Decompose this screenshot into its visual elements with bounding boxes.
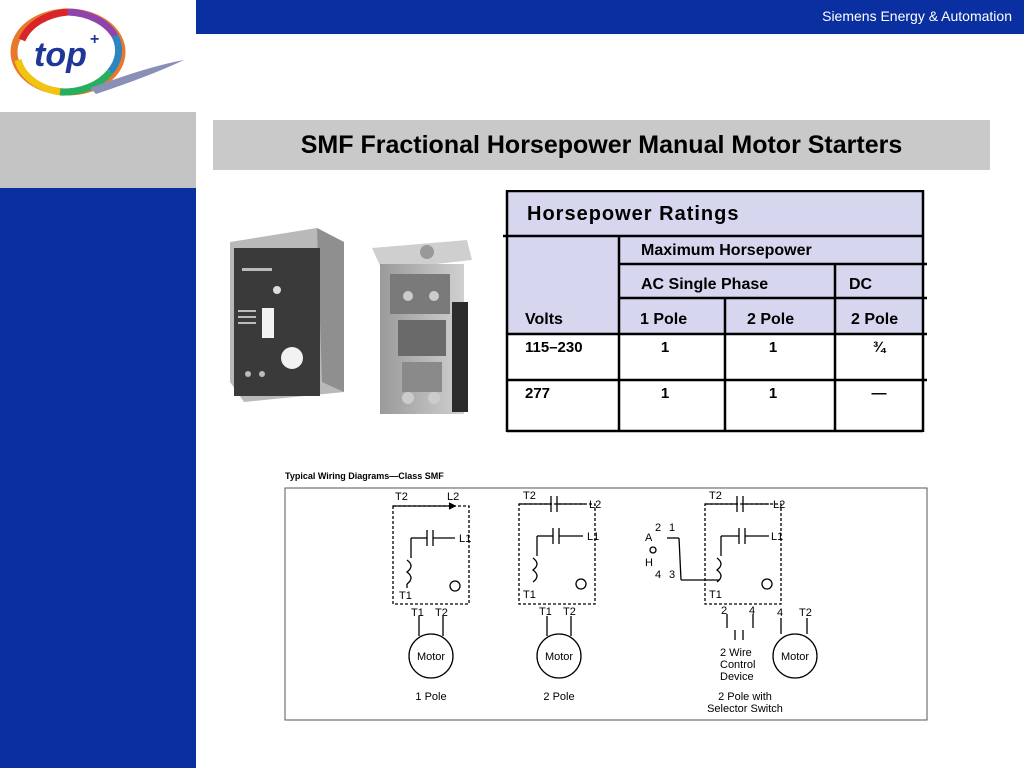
ac-2pole-header: 2 Pole <box>747 311 795 328</box>
company-name: Siemens Energy & Automation <box>822 8 1012 24</box>
d1-t1: T1 <box>399 590 412 602</box>
row-1-volts: 115–230 <box>525 339 583 356</box>
starter-product-photo <box>222 212 484 422</box>
ac-header: AC Single Phase <box>641 276 769 293</box>
d3-n2: 2 <box>655 522 662 534</box>
row-2-volts: 277 <box>525 385 551 402</box>
d1-motor: Motor <box>416 651 446 663</box>
dc-2pole-header: 2 Pole <box>851 311 899 328</box>
d2-term-t1: T1 <box>539 606 552 618</box>
d2-term-t2: T2 <box>563 606 576 618</box>
d3-motor-term4: 4 <box>777 607 784 619</box>
d3-l2: L2 <box>773 499 786 511</box>
dc-header: DC <box>849 276 873 293</box>
d3-n4: 4 <box>655 569 662 581</box>
row-1-ac1: 1 <box>660 339 670 356</box>
d2-caption: 2 Pole <box>543 691 575 703</box>
d2-l1: L1 <box>587 531 600 543</box>
d3-t2: T2 <box>709 490 722 502</box>
volts-header: Volts <box>525 311 563 328</box>
horsepower-ratings-table <box>503 190 927 434</box>
row-2-dc2: — <box>871 385 887 402</box>
title-box <box>213 120 990 170</box>
row-2-ac1: 1 <box>660 385 670 402</box>
logo-text: top <box>34 36 87 74</box>
row-1-ac2: 1 <box>768 339 778 356</box>
blue-sidebar <box>0 188 196 768</box>
ratings-title: Horsepower Ratings <box>527 203 740 225</box>
slide-title: SMF Fractional Horsepower Manual Motor Starters <box>300 130 903 159</box>
header-bar <box>196 0 1024 34</box>
d3-term2: 2 <box>721 605 728 617</box>
d2-t1: T1 <box>523 589 536 601</box>
d3-device-3: Device <box>720 671 754 683</box>
row-2-ac2: 1 <box>768 385 778 402</box>
gray-band <box>0 112 196 188</box>
max-hp-header: Maximum Horsepower <box>641 242 812 259</box>
d3-term4: 4 <box>749 605 756 617</box>
d3-h: H <box>645 557 653 569</box>
d3-caption-2: Selector Switch <box>707 703 783 715</box>
wiring-title: Typical Wiring Diagrams—Class SMF <box>285 471 444 481</box>
d3-l1: L1 <box>771 531 784 543</box>
d2-l2: L2 <box>589 499 602 511</box>
d1-l1: L1 <box>459 533 472 545</box>
d1-caption: 1 Pole <box>415 691 447 703</box>
d2-t2: T2 <box>523 490 536 502</box>
d3-device-1: 2 Wire <box>720 647 752 659</box>
top-plus-logo <box>0 0 196 112</box>
d1-l2: L2 <box>447 491 460 503</box>
d1-term-t2: T2 <box>435 607 448 619</box>
d3-n1: 1 <box>669 522 676 534</box>
d3-a: A <box>645 532 653 544</box>
ac-1pole-header: 1 Pole <box>640 311 688 328</box>
d3-n3: 3 <box>669 569 676 581</box>
d3-motor: Motor <box>780 651 810 663</box>
d1-t2: T2 <box>395 491 408 503</box>
d3-caption-1: 2 Pole with <box>718 691 772 703</box>
d1-term-t1: T1 <box>411 607 424 619</box>
d2-motor: Motor <box>544 651 574 663</box>
d3-t1: T1 <box>709 589 722 601</box>
wiring-diagrams <box>283 468 929 724</box>
d3-motor-t2: T2 <box>799 607 812 619</box>
row-1-dc2: ¾ <box>872 339 886 356</box>
d3-device-2: Control <box>720 659 756 671</box>
logo-plus: + <box>90 31 100 48</box>
